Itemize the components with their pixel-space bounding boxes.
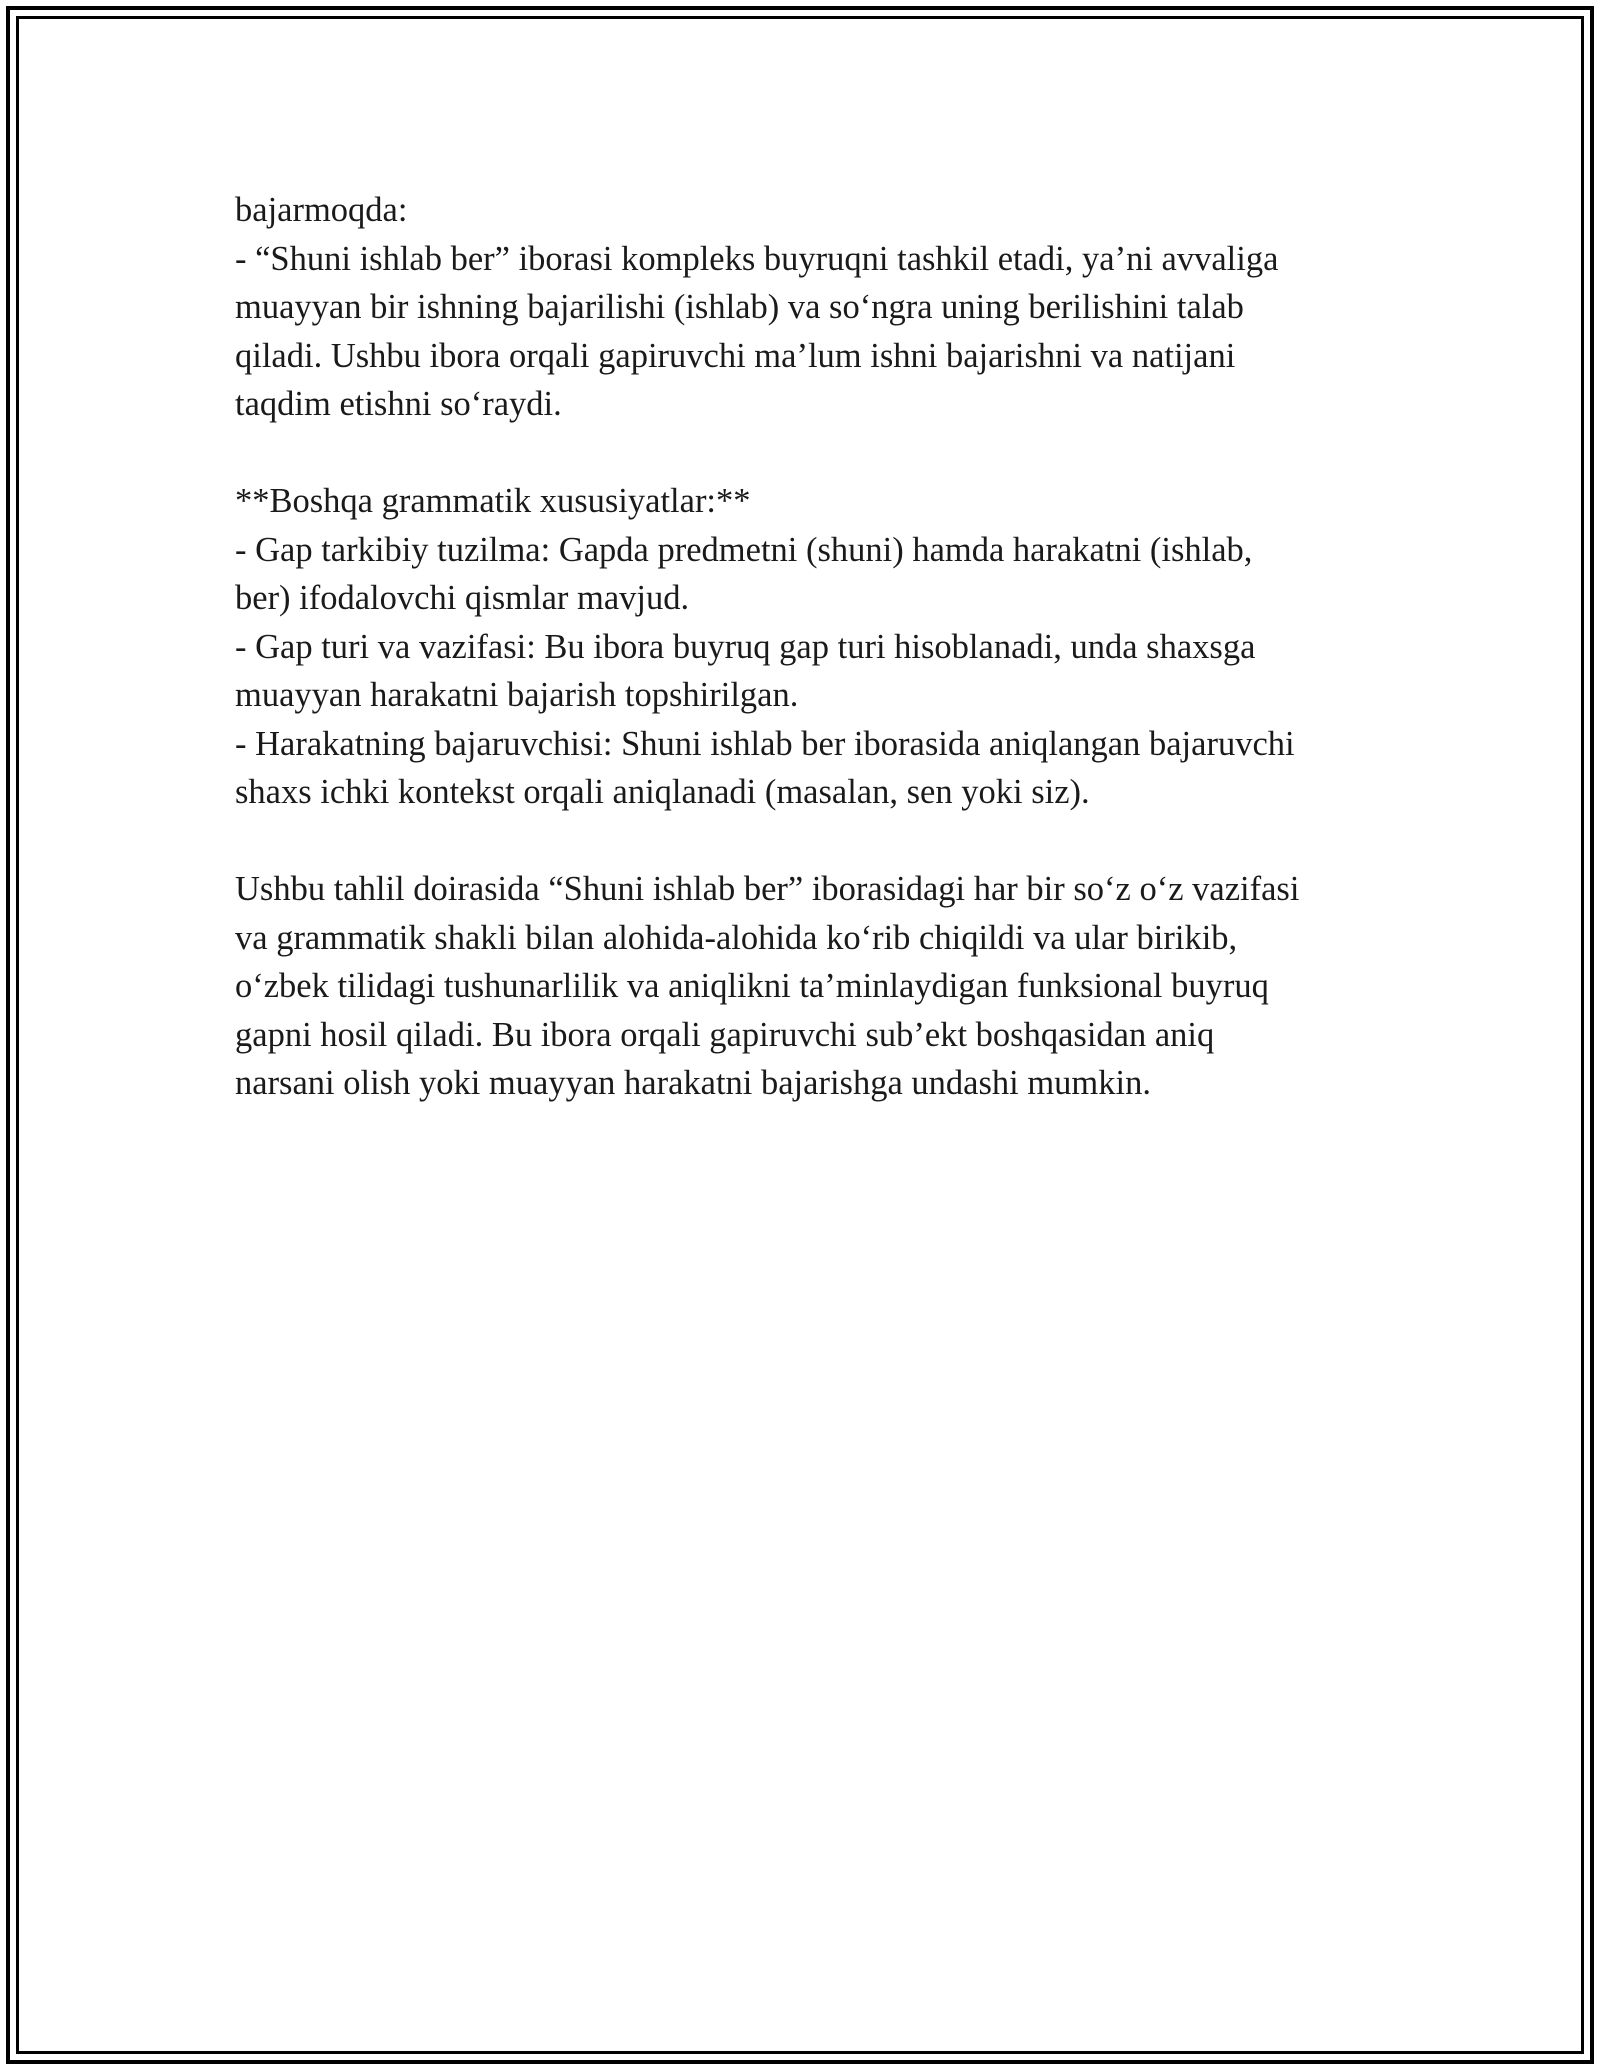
text-line: narsani olish yoki muayyan harakatni bajarishga undashi mumkin. <box>235 1064 1151 1102</box>
paragraph-gap <box>235 817 1395 866</box>
text-line: gapni hosil qiladi. Bu ibora orqali gapiruvchi sub’ekt boshqasidan aniq <box>235 1015 1215 1054</box>
text-line: - Harakatning bajaruvchisi: Shuni ishlab ber iborasida aniqlangan bajaruvchi <box>235 724 1295 763</box>
text-line: qiladi. Ushbu ibora orqali gapiruvchi ma’lum ishni bajarishni va natijani <box>235 336 1236 375</box>
text-line: va grammatik shakli bilan alohida-alohida ko‘rib chiqildi va ular birikib, <box>235 918 1238 957</box>
text-line: muayyan bir ishning bajarilishi (ishlab) va so‘ngra uning berilishini talab <box>235 288 1244 326</box>
text-line: ber) ifodalovchi qismlar mavjud. <box>235 579 690 617</box>
text-line: bajarmoqda: <box>235 191 408 229</box>
document-body <box>235 186 1395 1108</box>
text-line: - “Shuni ishlab ber” iborasi kompleks buyruqni tashkil etadi, ya’ni avvaliga <box>235 239 1279 278</box>
text-line: - Gap tarkibiy tuzilma: Gapda predmetni (shuni) hamda harakatni (ishlab, <box>235 530 1253 569</box>
section-heading: **Boshqa grammatik xususiyatlar:** <box>235 482 751 520</box>
text-line: Ushbu tahlil doirasida “Shuni ishlab ber” iborasidagi har bir so‘z o‘z vazifasi <box>235 870 1300 908</box>
text-line: taqdim etishni so‘raydi. <box>235 385 562 423</box>
text-line: shaxs ichki kontekst orqali aniqlanadi (masalan, sen yoki siz). <box>235 773 1090 811</box>
text-line: muayyan harakatni bajarish topshirilgan. <box>235 676 799 714</box>
text-line: - Gap turi va vazifasi: Bu ibora buyruq gap turi hisoblanadi, unda shaxsga <box>235 627 1256 666</box>
text-line: o‘zbek tilidagi tushunarlilik va aniqlikni ta’minlaydigan funksional buyruq <box>235 967 1269 1005</box>
paragraph-gap <box>235 429 1395 478</box>
